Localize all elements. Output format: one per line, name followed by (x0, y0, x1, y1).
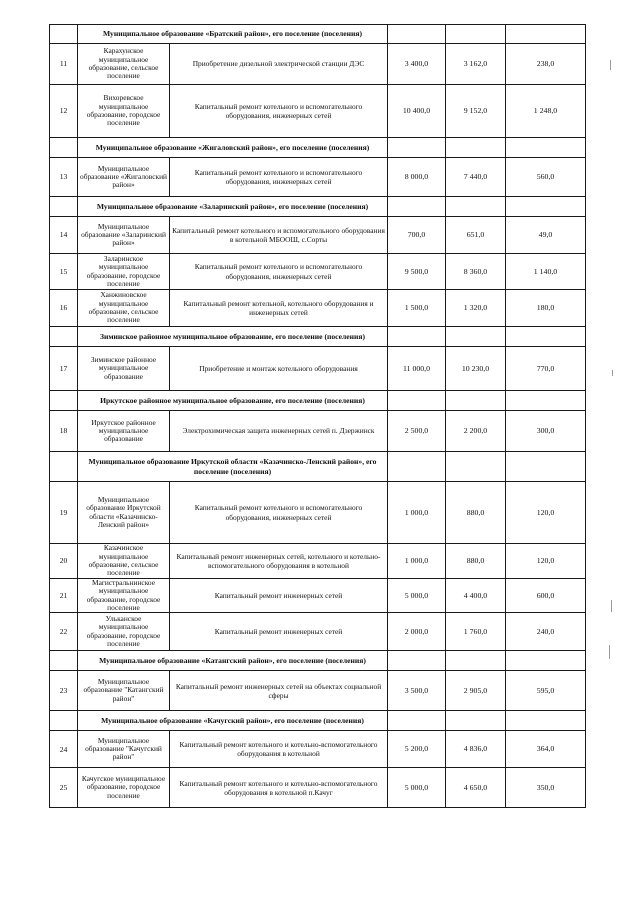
local-amount: 770,0 (506, 347, 586, 391)
local-amount: 120,0 (506, 544, 586, 579)
total-amount: 10 400,0 (388, 85, 446, 138)
work-description: Капитальный ремонт инженерных сетей (170, 579, 388, 613)
section-blank-cell (388, 327, 446, 347)
table-row (50, 671, 586, 711)
section-blank-cell (506, 25, 586, 44)
section-blank-cell (506, 327, 586, 347)
municipality-name: Вихоревское муниципальное образование, городское поселение (78, 85, 170, 138)
section-blank-cell (446, 25, 506, 44)
work-description: Капитальный ремонт котельной, котельного оборудования и инженерных сетей (170, 290, 388, 327)
total-amount: 5 200,0 (388, 731, 446, 768)
section-blank-cell (506, 138, 586, 158)
regional-amount: 10 230,0 (446, 347, 506, 391)
total-amount: 11 000,0 (388, 347, 446, 391)
section-blank-cell (506, 651, 586, 671)
table-row (50, 158, 586, 197)
section-title: Иркутское районное муниципальное образование, его поселение (поселения) (78, 391, 388, 411)
work-description: Капитальный ремонт котельного и вспомогательного оборудования в котельной МБООШ, с.Сорты (170, 217, 388, 254)
total-amount: 1 000,0 (388, 544, 446, 579)
section-blank-cell (50, 25, 78, 44)
row-number: 23 (50, 671, 78, 711)
local-amount: 350,0 (506, 768, 586, 808)
section-header-row (50, 391, 586, 411)
municipality-name: Зиминское районное муниципальное образование (78, 347, 170, 391)
total-amount: 3 400,0 (388, 44, 446, 85)
section-title: Муниципальное образование «Качугский район», его поселение (поселения) (78, 711, 388, 731)
regional-amount: 651,0 (446, 217, 506, 254)
work-description: Электрохимическая защита инженерных сетей п. Дзержинск (170, 411, 388, 452)
total-amount: 1 500,0 (388, 290, 446, 327)
section-blank-cell (506, 197, 586, 217)
local-amount: 240,0 (506, 613, 586, 651)
local-amount: 600,0 (506, 579, 586, 613)
table-row (50, 613, 586, 651)
row-number: 24 (50, 731, 78, 768)
municipality-name: Ульканское муниципальное образование, городское поселение (78, 613, 170, 651)
municipality-name: Муниципальное образование "Катангский район" (78, 671, 170, 711)
section-blank-cell (50, 197, 78, 217)
section-header-row (50, 651, 586, 671)
total-amount: 700,0 (388, 217, 446, 254)
municipality-name: Муниципальное образование «Заларинский район» (78, 217, 170, 254)
table-row (50, 347, 586, 391)
table-row (50, 768, 586, 808)
section-header-row (50, 25, 586, 44)
regional-amount: 7 440,0 (446, 158, 506, 197)
section-blank-cell (506, 452, 586, 482)
total-amount: 3 500,0 (388, 671, 446, 711)
table-row (50, 44, 586, 85)
local-amount: 364,0 (506, 731, 586, 768)
section-blank-cell (388, 452, 446, 482)
local-amount: 300,0 (506, 411, 586, 452)
section-blank-cell (388, 197, 446, 217)
regional-amount: 880,0 (446, 482, 506, 544)
section-header-row (50, 197, 586, 217)
total-amount: 5 000,0 (388, 579, 446, 613)
work-description: Капитальный ремонт инженерных сетей (170, 613, 388, 651)
total-amount: 8 000,0 (388, 158, 446, 197)
section-blank-cell (446, 138, 506, 158)
work-description: Капитальный ремонт инженерных сетей, котельного и котельно-вспомогательного оборудования в котельной (170, 544, 388, 579)
municipality-name: Иркутское районное муниципальное образование (78, 411, 170, 452)
subsidy-table (49, 24, 586, 808)
row-number: 21 (50, 579, 78, 613)
work-description: Приобретение дизельной электрической станции ДЭС (170, 44, 388, 85)
section-blank-cell (50, 391, 78, 411)
row-number: 18 (50, 411, 78, 452)
local-amount: 120,0 (506, 482, 586, 544)
work-description: Капитальный ремонт котельного и вспомогательного оборудования, инженерных сетей (170, 158, 388, 197)
municipality-name: Качугское муниципальное образование, городское поселение (78, 768, 170, 808)
section-title: Муниципальное образование «Братский район», его поселение (поселения) (78, 25, 388, 44)
section-blank-cell (446, 391, 506, 411)
regional-amount: 4 650,0 (446, 768, 506, 808)
work-description: Капитальный ремонт котельного и котельно-вспомогательного оборудования в котельной (170, 731, 388, 768)
table-row (50, 482, 586, 544)
section-blank-cell (446, 197, 506, 217)
section-header-row (50, 327, 586, 347)
scan-mark (611, 600, 612, 612)
local-amount: 595,0 (506, 671, 586, 711)
table-row (50, 217, 586, 254)
work-description: Капитальный ремонт котельного и котельно-вспомогательного оборудования в котельной п.Качуг (170, 768, 388, 808)
table-row (50, 411, 586, 452)
regional-amount: 2 905,0 (446, 671, 506, 711)
work-description: Капитальный ремонт котельного и вспомогательного оборудования, инженерных сетей (170, 85, 388, 138)
section-header-row (50, 452, 586, 482)
municipality-name: Карахунское муниципальное образование, сельское поселение (78, 44, 170, 85)
section-blank-cell (446, 651, 506, 671)
section-title: Муниципальное образование «Заларинский район», его поселение (поселения) (78, 197, 388, 217)
section-blank-cell (50, 138, 78, 158)
section-header-row (50, 711, 586, 731)
regional-amount: 4 400,0 (446, 579, 506, 613)
regional-amount: 9 152,0 (446, 85, 506, 138)
table-row (50, 544, 586, 579)
work-description: Капитальный ремонт котельного и вспомогательного оборудования, инженерных сетей (170, 254, 388, 290)
municipality-name: Ханжиновское муниципальное образование, сельское поселение (78, 290, 170, 327)
section-title: Муниципальное образование Иркутской области «Казачинско-Ленский район», его поселение (поселения) (78, 452, 388, 482)
municipality-name: Муниципальное образование "Качугский район" (78, 731, 170, 768)
total-amount: 2 500,0 (388, 411, 446, 452)
section-blank-cell (50, 327, 78, 347)
table-row (50, 290, 586, 327)
local-amount: 560,0 (506, 158, 586, 197)
row-number: 12 (50, 85, 78, 138)
regional-amount: 880,0 (446, 544, 506, 579)
scan-mark (612, 370, 613, 376)
row-number: 15 (50, 254, 78, 290)
local-amount: 1 248,0 (506, 85, 586, 138)
section-title: Муниципальное образование «Катангский район», его поселение (поселения) (78, 651, 388, 671)
total-amount: 2 000,0 (388, 613, 446, 651)
section-blank-cell (388, 651, 446, 671)
table-row (50, 85, 586, 138)
regional-amount: 1 320,0 (446, 290, 506, 327)
row-number: 13 (50, 158, 78, 197)
work-description: Приобретение и монтаж котельного оборудования (170, 347, 388, 391)
section-blank-cell (50, 711, 78, 731)
section-blank-cell (446, 452, 506, 482)
section-blank-cell (50, 651, 78, 671)
row-number: 11 (50, 44, 78, 85)
section-blank-cell (506, 391, 586, 411)
scan-mark (610, 60, 611, 70)
work-description: Капитальный ремонт котельного и вспомогательного оборудования, инженерных сетей (170, 482, 388, 544)
row-number: 19 (50, 482, 78, 544)
section-header-row (50, 138, 586, 158)
table-row (50, 254, 586, 290)
municipality-name: Муниципальное образование «Жигаловский район» (78, 158, 170, 197)
local-amount: 1 140,0 (506, 254, 586, 290)
section-blank-cell (388, 138, 446, 158)
table-row (50, 579, 586, 613)
section-title: Зиминское районное муниципальное образование, его поселение (поселения) (78, 327, 388, 347)
total-amount: 5 000,0 (388, 768, 446, 808)
section-title: Муниципальное образование «Жигаловский район», его поселение (поселения) (78, 138, 388, 158)
section-blank-cell (388, 391, 446, 411)
section-blank-cell (388, 25, 446, 44)
local-amount: 180,0 (506, 290, 586, 327)
row-number: 16 (50, 290, 78, 327)
regional-amount: 8 360,0 (446, 254, 506, 290)
section-blank-cell (446, 711, 506, 731)
regional-amount: 1 760,0 (446, 613, 506, 651)
work-description: Капитальный ремонт инженерных сетей на объектах социальной сферы (170, 671, 388, 711)
municipality-name: Заларинское муниципальное образование, городское поселение (78, 254, 170, 290)
total-amount: 1 000,0 (388, 482, 446, 544)
regional-amount: 4 836,0 (446, 731, 506, 768)
municipality-name: Муниципальное образование Иркутской области «Казачинско-Ленский район» (78, 482, 170, 544)
section-blank-cell (50, 452, 78, 482)
section-blank-cell (446, 327, 506, 347)
row-number: 17 (50, 347, 78, 391)
row-number: 22 (50, 613, 78, 651)
local-amount: 238,0 (506, 44, 586, 85)
row-number: 14 (50, 217, 78, 254)
table-row (50, 731, 586, 768)
scan-mark (609, 645, 610, 659)
regional-amount: 2 200,0 (446, 411, 506, 452)
row-number: 20 (50, 544, 78, 579)
regional-amount: 3 162,0 (446, 44, 506, 85)
section-blank-cell (388, 711, 446, 731)
section-blank-cell (506, 711, 586, 731)
municipality-name: Казачинское муниципальное образование, сельское поселение (78, 544, 170, 579)
municipality-name: Магистральнинское муниципальное образование, городское поселение (78, 579, 170, 613)
local-amount: 49,0 (506, 217, 586, 254)
total-amount: 9 500,0 (388, 254, 446, 290)
row-number: 25 (50, 768, 78, 808)
